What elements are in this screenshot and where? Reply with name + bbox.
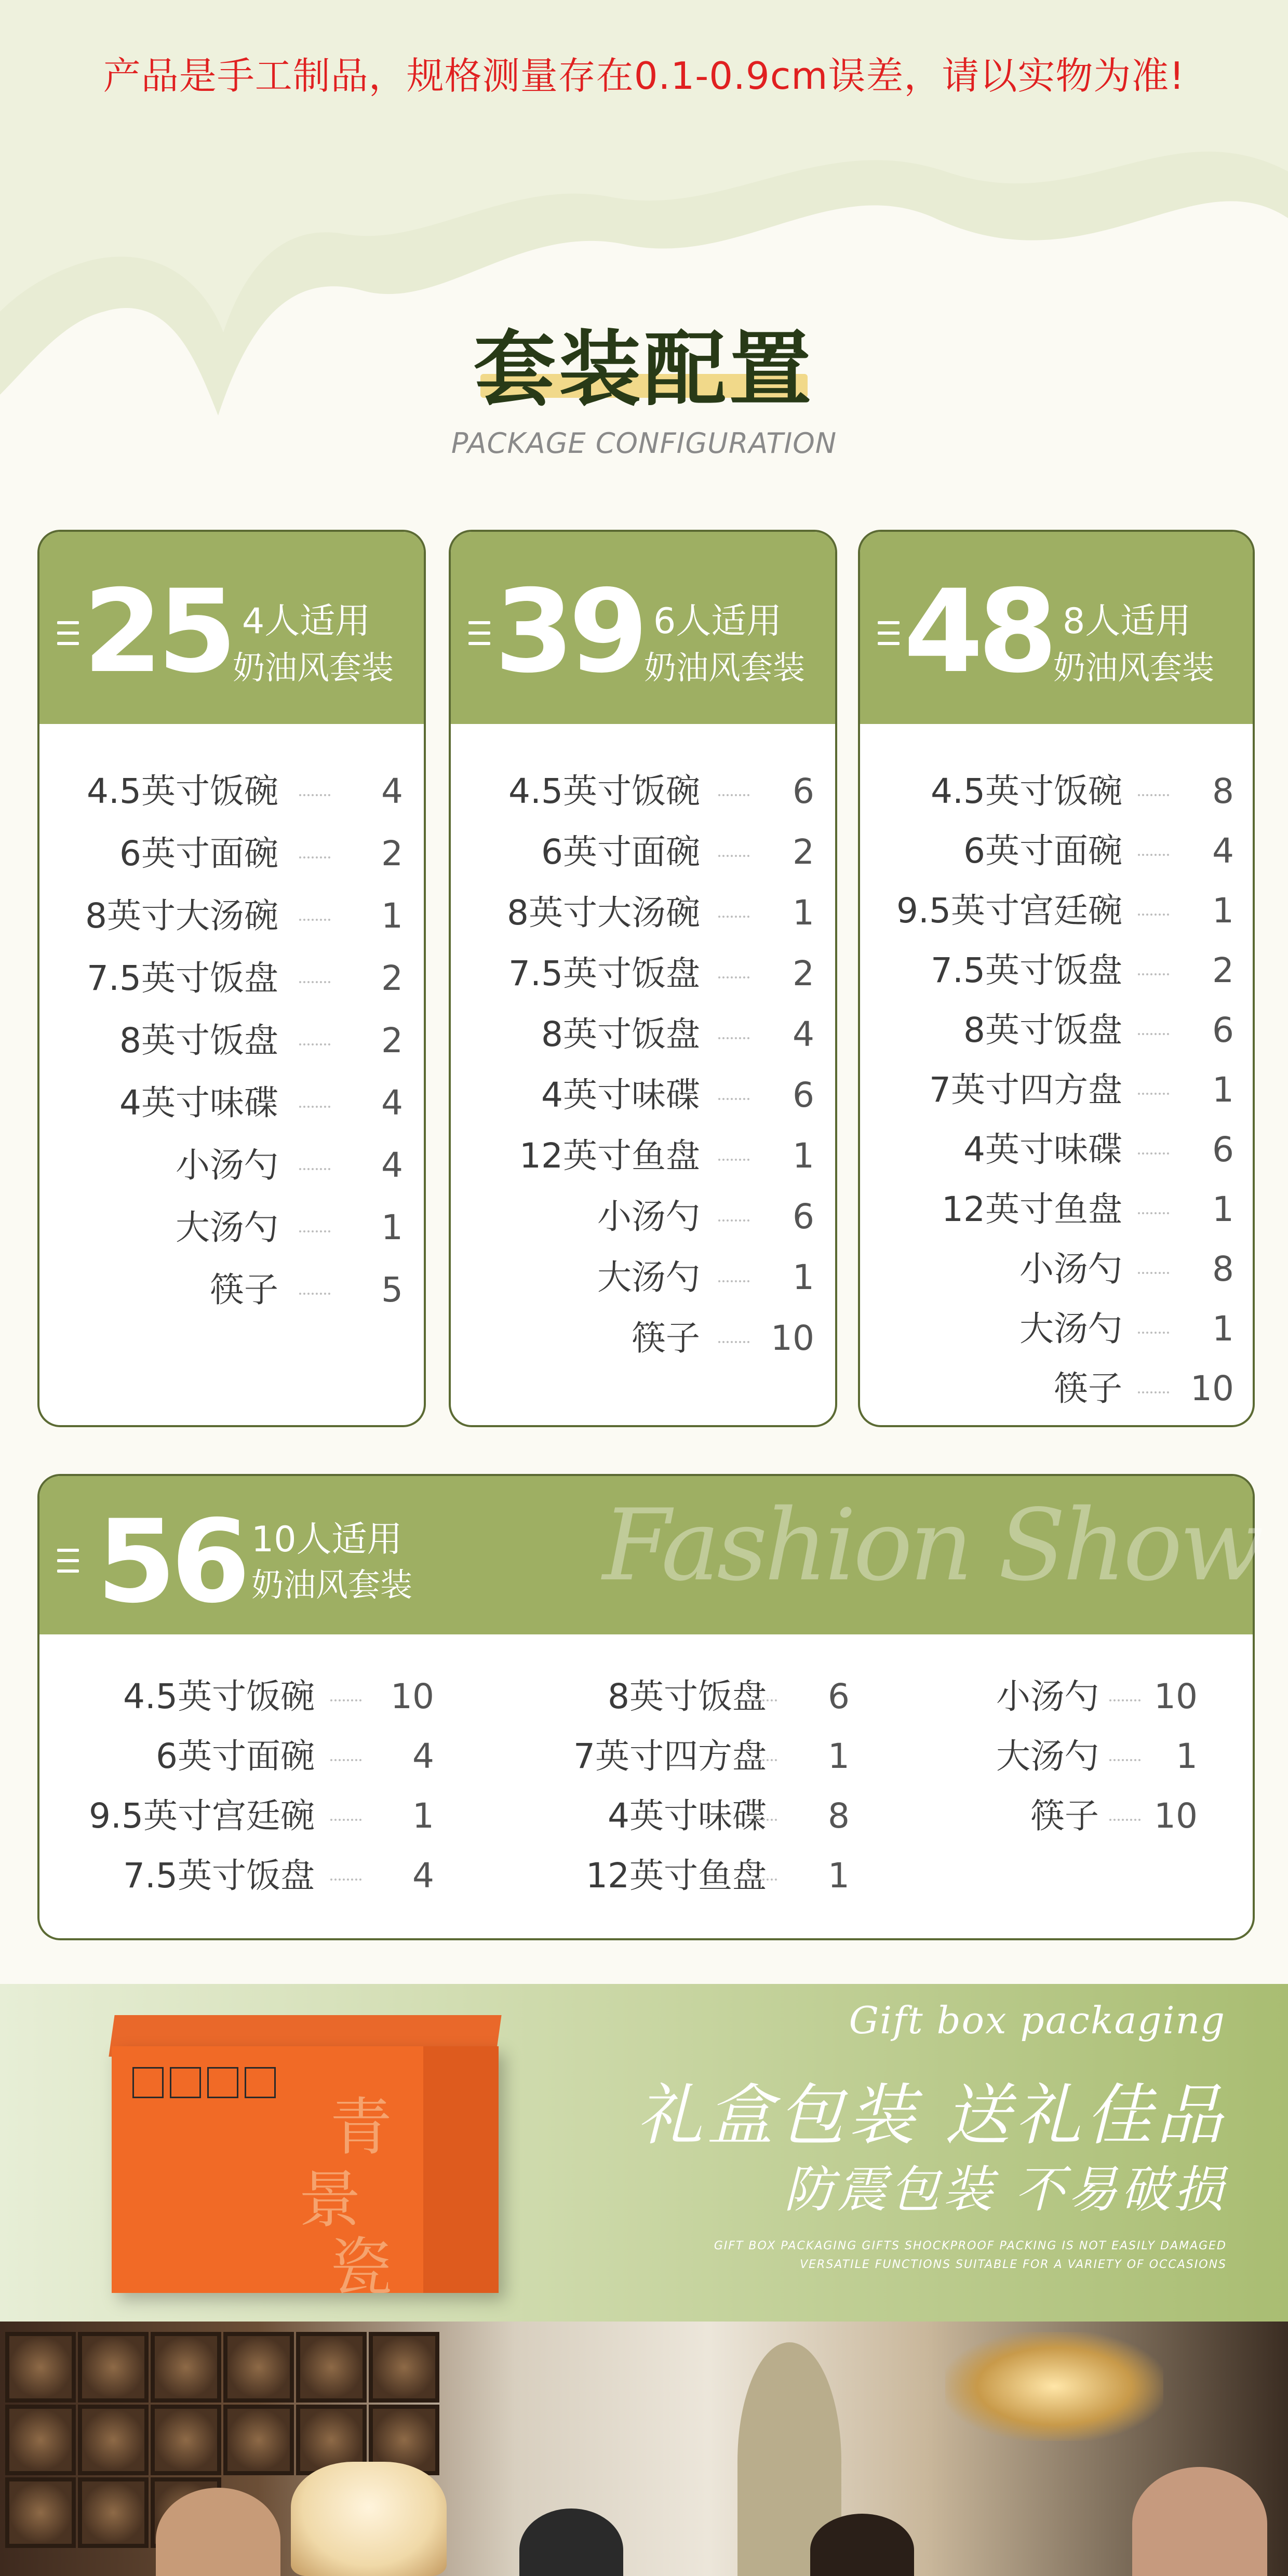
list-item: 小汤勺 [597, 1197, 700, 1237]
card-people: 6人适用 [653, 601, 782, 642]
gift-tagline-1: GIFT BOX PACKAGING GIFTS SHOCKPROOF PACKING IS NOT EASILY DAMAGED [714, 2239, 1227, 2252]
list-item: 8英寸饭盘 [608, 1676, 767, 1716]
notice-text: 产品是手工制品，规格测量存在0.1-0.9cm误差，请以实物为准! [103, 54, 1185, 98]
item-qty: 4 [412, 1856, 434, 1896]
list-item: 4英寸味碟 [608, 1796, 767, 1836]
item-qty: 1 [828, 1856, 850, 1896]
list-item: 8英寸大汤碗 [507, 893, 700, 933]
package-card-48 [858, 530, 1255, 1427]
item-qty: 6 [1212, 1010, 1234, 1050]
list-item: 大汤勺 [176, 1208, 278, 1247]
card-style: 奶油风套装 [251, 1566, 413, 1604]
list-item: 筷子 [632, 1318, 700, 1358]
list-item: 筷子 [1054, 1369, 1122, 1408]
card-number: 39 [494, 565, 643, 698]
list-item: 7.5英寸饭盘 [87, 958, 278, 998]
item-qty: 10 [1154, 1796, 1198, 1836]
list-item: 4英寸味碟 [541, 1075, 700, 1115]
list-item: 6英寸面碗 [119, 834, 278, 874]
item-qty: 1 [793, 893, 814, 933]
item-qty: 10 [771, 1318, 814, 1358]
list-item: 8英寸饭盘 [541, 1014, 700, 1054]
item-qty: 1 [412, 1796, 434, 1836]
item-qty: 4 [381, 771, 403, 811]
list-item: 筷子 [210, 1270, 278, 1310]
item-qty: 8 [828, 1796, 850, 1836]
item-qty: 6 [793, 1197, 814, 1237]
list-item: 大汤勺 [597, 1257, 700, 1297]
item-qty: 6 [793, 771, 814, 811]
section-title: 套装配置 [474, 322, 814, 418]
item-qty: 8 [1212, 1249, 1234, 1289]
list-item: 9.5英寸宫廷碗 [89, 1796, 315, 1836]
item-qty: 1 [1212, 1070, 1234, 1110]
item-qty: 10 [391, 1676, 434, 1716]
card-item-list [451, 532, 835, 1425]
fashion-show-script: Fashion Show [602, 1488, 1261, 1603]
list-item: 4.5英寸饭碗 [931, 771, 1122, 811]
item-qty: 1 [793, 1136, 814, 1176]
list-item: 12英寸鱼盘 [942, 1189, 1122, 1229]
card-style: 奶油风套装 [644, 649, 806, 687]
item-qty: 1 [1212, 1309, 1234, 1349]
package-card-39 [449, 530, 837, 1427]
chandelier-image [945, 2332, 1163, 2441]
list-item: 12英寸鱼盘 [586, 1856, 767, 1896]
item-qty: 1 [1212, 891, 1234, 931]
list-item: 8英寸饭盘 [119, 1021, 278, 1061]
item-qty: 1 [1212, 1189, 1234, 1229]
list-item: 6英寸面碗 [156, 1736, 315, 1776]
list-item: 大汤勺 [1019, 1309, 1122, 1349]
item-qty: 2 [381, 834, 403, 874]
list-item: 小汤勺 [1019, 1249, 1122, 1289]
gift-subheadline: 防震包装 不易破损 [784, 2161, 1227, 2219]
card-number: 48 [904, 565, 1053, 698]
item-qty: 1 [828, 1736, 850, 1776]
package-card-25 [37, 530, 426, 1427]
card-number: 56 [97, 1495, 246, 1628]
list-item: 9.5英寸宫廷碗 [896, 891, 1122, 931]
item-qty: 6 [1212, 1130, 1234, 1170]
item-qty: 4 [381, 1083, 403, 1123]
list-item: 小汤勺 [996, 1676, 1099, 1716]
item-qty: 6 [793, 1075, 814, 1115]
list-item: 8英寸大汤碗 [85, 896, 278, 936]
list-item: 12英寸鱼盘 [519, 1136, 700, 1176]
item-qty: 8 [1212, 771, 1234, 811]
gift-box-banner [0, 1984, 1288, 2322]
list-item: 7英寸四方盘 [573, 1736, 767, 1776]
list-item: 4.5英寸饭碗 [123, 1676, 315, 1716]
card-number: 25 [83, 565, 232, 698]
packaging-symbols-icon [132, 2067, 282, 2100]
card-people: 10人适用 [251, 1519, 403, 1560]
list-item: 4.5英寸饭碗 [508, 771, 700, 811]
list-item: 6英寸面碗 [963, 831, 1122, 871]
list-item: 7英寸四方盘 [929, 1070, 1122, 1110]
list-item: 筷子 [1030, 1796, 1099, 1836]
gift-box-image: 青 景 瓷 [112, 2046, 499, 2293]
list-item: 7.5英寸饭盘 [931, 950, 1122, 990]
list-item: 7.5英寸饭盘 [123, 1856, 315, 1896]
list-item: 大汤勺 [996, 1736, 1099, 1776]
section-subtitle: PACKAGE CONFIGURATION [451, 427, 837, 460]
item-qty: 1 [1176, 1736, 1198, 1776]
item-qty: 2 [793, 954, 814, 994]
list-item: 4英寸味碟 [119, 1083, 278, 1123]
card-style: 奶油风套装 [233, 649, 394, 687]
item-qty: 4 [412, 1736, 434, 1776]
gift-script: Gift box packaging [849, 1998, 1226, 2042]
dining-scene-photo [0, 2322, 1288, 2576]
card-people: 8人适用 [1063, 601, 1191, 642]
item-qty: 2 [793, 832, 814, 872]
list-item: 4.5英寸饭碗 [87, 771, 278, 811]
list-item: 6英寸面碗 [541, 832, 700, 872]
list-item: 8英寸饭盘 [963, 1010, 1122, 1050]
lamp-image [291, 2462, 447, 2576]
card-item-list [39, 532, 424, 1425]
gift-headline: 礼盒包装 送礼佳品 [636, 2077, 1227, 2154]
item-qty: 10 [1190, 1369, 1234, 1408]
item-qty: 1 [381, 1208, 403, 1247]
item-qty: 4 [1212, 831, 1234, 871]
item-qty: 2 [381, 1021, 403, 1061]
card-people: 4人适用 [242, 601, 371, 642]
item-qty: 6 [828, 1676, 850, 1716]
item-qty: 1 [793, 1257, 814, 1297]
item-qty: 4 [381, 1145, 403, 1185]
card-style: 奶油风套装 [1053, 649, 1215, 687]
list-item: 小汤勺 [176, 1145, 278, 1185]
item-qty: 4 [793, 1014, 814, 1054]
item-qty: 1 [381, 896, 403, 936]
item-qty: 2 [1212, 950, 1234, 990]
card-item-list [860, 532, 1253, 1425]
list-item: 4英寸味碟 [963, 1130, 1122, 1170]
gift-tagline-2: VERSATILE FUNCTIONS SUITABLE FOR A VARIETY OF OCCASIONS [800, 2258, 1227, 2271]
item-qty: 5 [381, 1270, 403, 1310]
item-qty: 2 [381, 958, 403, 998]
list-item: 7.5英寸饭盘 [508, 954, 700, 994]
item-qty: 10 [1154, 1676, 1198, 1716]
